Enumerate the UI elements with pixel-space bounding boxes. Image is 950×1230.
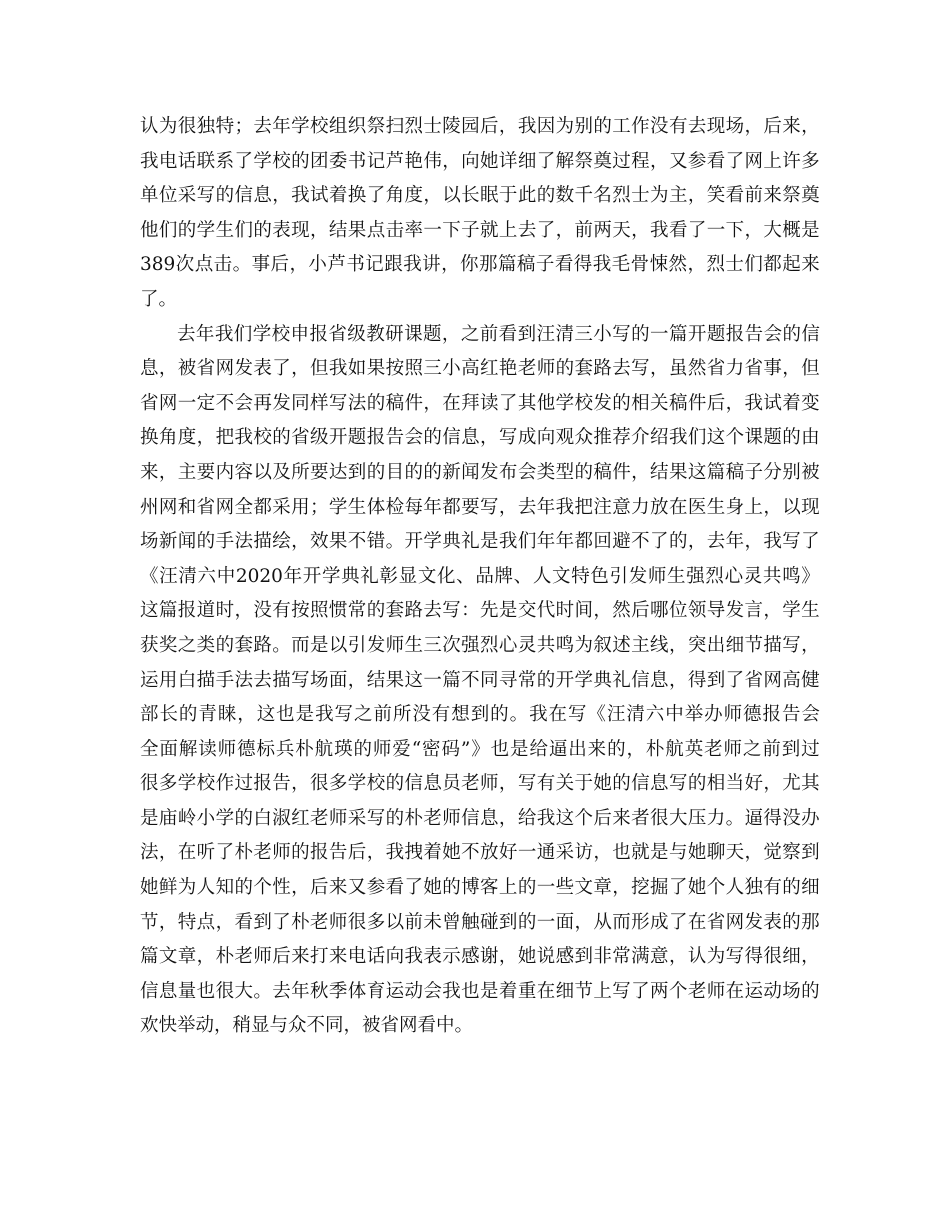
text-line: 《 汪 清 六 中 2020 年 开 学 典 礼 彰 显 文 化 、 品 牌 、 人 文 特 色 引 发 师 生 强 烈 心 灵 共 鸣 》 [140,565,820,587]
text-line: 全 面 解 读 师 德 标 兵 朴 航 瑛 的 师 爱 “ 密 码 ” 》 也 是 给 逼 出 来 的 ， 朴 航 英 老 师 之 前 到 过 [140,738,820,760]
text-line: 认 为 很 独 特 ； 去 年 学 校 组 织 祭 扫 烈 士 陵 园 后 ， 我 因 为 别 的 工 作 没 有 去 现 场 ， 后 来 ， [140,116,820,137]
text-line: 欢快举动，稍显与众不同，被省网看中。 [140,1015,474,1037]
text-line: 他 们 的 学 生 们 的 表 现 ， 结 果 点 击 率 一 下 子 就 上 去 了 ， 前 两 天 ， 我 看 了 一 下 ， 大 概 是 [140,219,820,241]
text-line: 去 年 我 们 学 校 申 报 省 级 教 研 课 题 ， 之 前 看 到 汪 清 三 小 写 的 一 篇 开 题 报 告 会 的 信 [177,323,820,345]
text-line: 她 鲜 为 人 知 的 个 性 ， 后 来 又 参 看 了 她 的 博 客 上 的 一 些 文 章 ， 挖 掘 了 她 个 人 独 有 的 细 [140,877,820,899]
text-line: 州 网 和 省 网 全 都 采 用 ； 学 生 体 检 每 年 都 要 写 ， 去 年 我 把 注 意 力 放 在 医 生 身 上 ， 以 现 [140,496,820,518]
text-line: 了。 [140,288,178,310]
text-line: 单 位 采 写 的 信 息 ， 我 试 着 换 了 角 度 ， 以 长 眠 于 此 的 数 千 名 烈 士 为 主 ， 笑 看 前 来 祭 奠 [140,185,820,207]
body-text [140,110,820,1044]
text-line: 很 多 学 校 作 过 报 告 ， 很 多 学 校 的 信 息 员 老 师 ， 写 有 关 于 她 的 信 息 写 的 相 当 好 ， 尤 其 [140,773,820,795]
text-line: 这 篇 报 道 时 ， 没 有 按 照 惯 常 的 套 路 去 写 ： 先 是 交 代 时 间 ， 然 后 哪 位 领 导 发 言 ， 学 生 [140,600,820,622]
text-line: 389 次 点 击 。 事 后 ， 小 芦 书 记 跟 我 讲 ， 你 那 篇 稿 子 看 得 我 毛 骨 悚 然 ， 烈 士 们 都 起 来 [140,254,820,276]
text-line: 运 用 白 描 手 法 去 描 写 场 面 ， 结 果 这 一 篇 不 同 寻 常 的 开 学 典 礼 信 息 ， 得 到 了 省 网 高 健 [140,669,820,691]
text-line: 是 庙 岭 小 学 的 白 淑 红 老 师 采 写 的 朴 老 师 信 息 ， 给 我 这 个 后 来 者 很 大 压 力 。 逼 得 没 办 [140,807,820,829]
text-line: 来 ， 主 要 内 容 以 及 所 要 达 到 的 目 的 的 新 闻 发 布 会 类 型 的 稿 件 ， 结 果 这 篇 稿 子 分 别 被 [140,461,820,483]
text-line: 省 网 一 定 不 会 再 发 同 样 写 法 的 稿 件 ， 在 拜 读 了 其 他 学 校 发 的 相 关 稿 件 后 ， 我 试 着 变 [140,392,820,414]
text-line: 篇 文 章 ， 朴 老 师 后 来 打 来 电 话 向 我 表 示 感 谢 ， 她 说 感 到 非 常 满 意 ， 认 为 写 得 很 细 ， [140,946,820,968]
text-line: 息 ， 被 省 网 发 表 了 ， 但 我 如 果 按 照 三 小 高 红 艳 老 师 的 套 路 去 写 ， 虽 然 省 力 省 事 ， 但 [140,358,820,380]
text-line: 换 角 度 ， 把 我 校 的 省 级 开 题 报 告 会 的 信 息 ， 写 成 向 观 众 推 荐 介 绍 我 们 这 个 课 题 的 由 [140,427,820,449]
text-line: 我 电 话 联 系 了 学 校 的 团 委 书 记 芦 艳 伟 ， 向 她 详 细 了 解 祭 奠 过 程 ， 又 参 看 了 网 上 许 多 [140,150,820,172]
text-line: 获 奖 之 类 的 套 路 。 而 是 以 引 发 师 生 三 次 强 烈 心 灵 共 鸣 为 叙 述 主 线 ， 突 出 细 节 描 写 ， [140,634,820,656]
text-line: 信 息 量 也 很 大 。 去 年 秋 季 体 育 运 动 会 我 也 是 着 重 在 细 节 上 写 了 两 个 老 师 在 运 动 场 的 [140,980,820,1002]
text-line: 法 ， 在 听 了 朴 老 师 的 报 告 后 ， 我 拽 着 她 不 放 好 一 通 采 访 ， 也 就 是 与 她 聊 天 ， 觉 察 到 [140,842,820,864]
text-line: 场 新 闻 的 手 法 描 绘 ， 效 果 不 错 。 开 学 典 礼 是 我 们 年 年 都 回 避 不 了 的 ， 去 年 ， 我 写 了 [140,531,820,553]
text-line: 节 ， 特 点 ， 看 到 了 朴 老 师 很 多 以 前 未 曾 触 碰 到 的 一 面 ， 从 而 形 成 了 在 省 网 发 表 的 那 [140,911,820,933]
text-line: 部 长 的 青 睐 ， 这 也 是 我 写 之 前 所 没 有 想 到 的 。 我 在 写 《 汪 清 六 中 举 办 师 德 报 告 会 [140,704,820,726]
